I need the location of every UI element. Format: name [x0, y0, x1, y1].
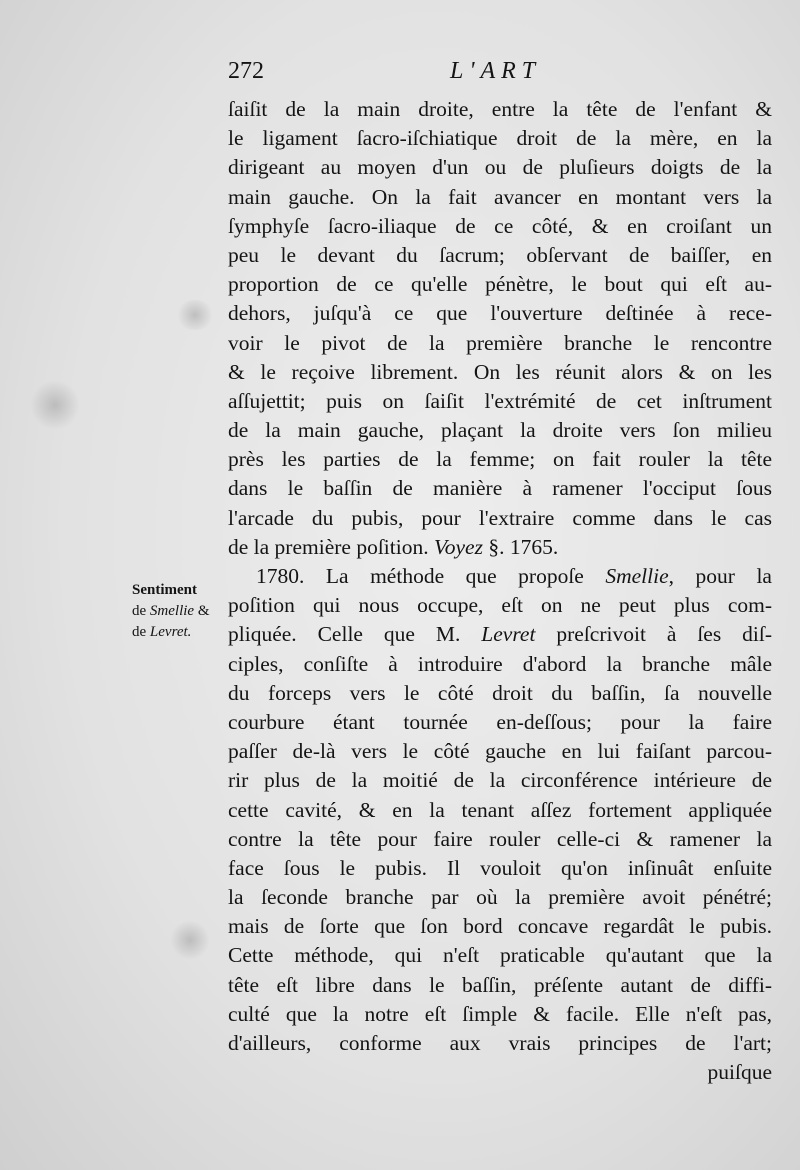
- text-line: voir le pivot de la première branche le rencontre: [228, 330, 772, 355]
- text-line: culté que la notre eſt ſimple & facile. Elle n'eſt pas,: [228, 1001, 772, 1026]
- text-line: poſition qui nous occupe, eſt on ne peut plus com-: [228, 593, 772, 618]
- paragraph: [228, 562, 772, 1087]
- margin-note-line: de Smellie &: [132, 603, 210, 619]
- text-line: du forceps vers le côté droit du baſſin, ſa nouvelle: [228, 680, 772, 705]
- text-line: face ſous le pubis. Il vouloit qu'on inſinuât enſuite: [228, 855, 772, 880]
- text-line: Cette méthode, qui n'eſt praticable qu'autant que la: [228, 943, 772, 968]
- text-line: de la main gauche, plaçant la droite vers ſon milieu: [228, 418, 772, 443]
- text-line: dehors, juſqu'à ce que l'ouverture deſtinée à rece-: [228, 301, 772, 326]
- text-line: aſſujettit; puis on ſaiſit l'extrémité de cet inſtrument: [228, 388, 772, 413]
- text-line: dirigeant au moyen d'un ou de pluſieurs doigts de la: [228, 155, 772, 180]
- text-line: dans le baſſin de manière à ramener l'occiput ſous: [228, 476, 772, 501]
- text-line: de la première poſition. Voyez §. 1765.: [228, 534, 559, 559]
- catchword: puiſque: [707, 1060, 772, 1085]
- text-line: cette cavité, & en la tenant aſſez fortement appliquée: [228, 797, 772, 822]
- text-line: près les parties de la femme; on fait rouler la tête: [228, 447, 772, 472]
- text-line: & le reçoive librement. On les réunit alors & on les: [228, 359, 772, 384]
- text-line: ciples, conſiſte à introduire d'abord la branche mâle: [228, 651, 772, 676]
- running-head: L'ART: [450, 58, 542, 84]
- text-line: tête eſt libre dans le baſſin, préſente autant de diffi-: [228, 972, 772, 997]
- text-line: contre la tête pour faire rouler celle-ci & ramener la: [228, 826, 772, 851]
- text-line: courbure étant tournée en-deſſous; pour la faire: [228, 709, 772, 734]
- text-line: proportion de ce qu'elle pénètre, le bout qui eſt au-: [228, 272, 772, 297]
- page-number: 272: [228, 58, 264, 84]
- marginal-note: [132, 580, 227, 643]
- body-text: [228, 95, 772, 1087]
- text-line: 1780. La méthode que propoſe Smellie, pour la: [256, 564, 772, 588]
- text-line: la ſeconde branche par où la première avoit pénétré;: [228, 885, 772, 910]
- text-line: peu le devant du ſacrum; obſervant de baiſſer, en: [228, 242, 772, 267]
- text-line: mais de ſorte que ſon bord concave regardât le pubis.: [228, 914, 772, 939]
- text-line: pliquée. Celle que M. Levret preſcrivoit à ſes diſ-: [228, 622, 772, 647]
- paragraph: [228, 95, 772, 562]
- text-line: d'ailleurs, conforme aux vrais principes de l'art;: [228, 1031, 772, 1055]
- paper-stain: [175, 300, 215, 330]
- text-line: main gauche. On la fait avancer en montant vers la: [228, 184, 772, 209]
- text-line: ſymphyſe ſacro-iliaque de ce côté, & en croiſant un: [228, 213, 772, 238]
- margin-note-line: Sentiment: [132, 582, 197, 598]
- text-line: rir plus de la moitié de la circonférence intérieure de: [228, 768, 772, 793]
- paper-stain: [170, 920, 210, 960]
- paper-stain: [30, 380, 80, 430]
- margin-note-line: de Levret.: [132, 624, 192, 640]
- text-line: paſſer de-là vers le côté gauche en lui faiſant parcou-: [228, 739, 772, 764]
- page-header: [228, 58, 768, 88]
- text-line: le ligament ſacro-iſchiatique droit de la mère, en la: [228, 126, 772, 151]
- text-line: l'arcade du pubis, pour l'extraire comme dans le cas: [228, 505, 772, 530]
- text-line: ſaiſit de la main droite, entre la tête de l'enfant &: [228, 97, 772, 121]
